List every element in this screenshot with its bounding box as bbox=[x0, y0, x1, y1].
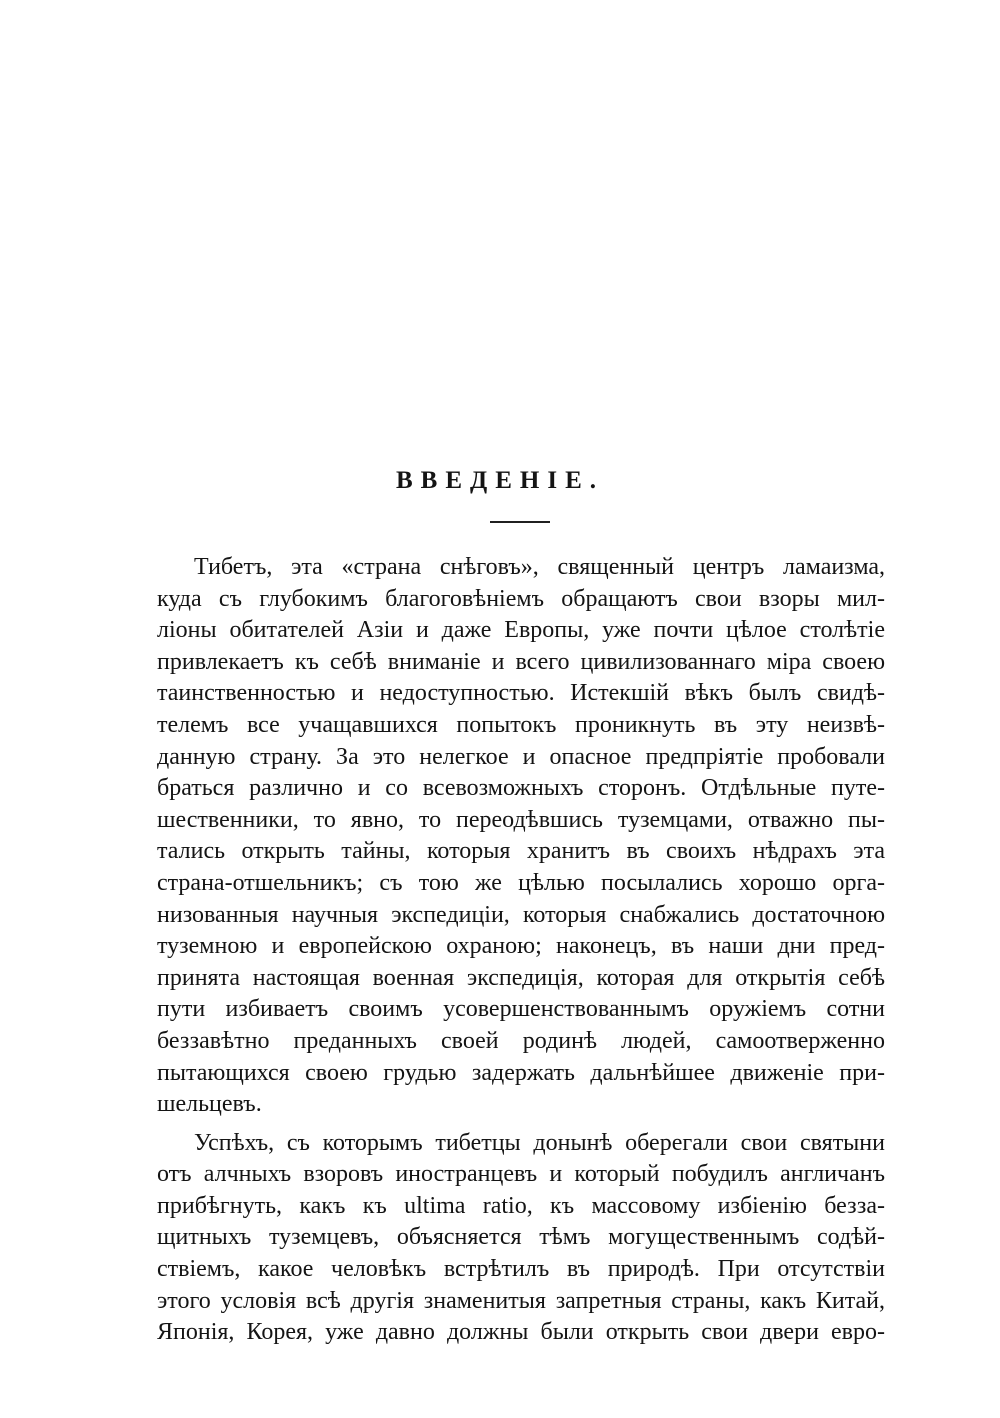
paragraph-2 bbox=[157, 1128, 885, 1349]
heading-rule bbox=[490, 521, 550, 523]
text-line: пытающихся своею грудью задержать дальнѣйшее движеніе при- bbox=[157, 1059, 885, 1086]
text-line: Успѣхъ, съ которымъ тибетцы донынѣ оберегали свои святыни bbox=[194, 1129, 885, 1156]
text-line: страна-отшельникъ; съ тою же цѣлью посылались хорошо орга- bbox=[157, 869, 885, 896]
text-line: ствіемъ, какое человѣкъ встрѣтилъ въ природѣ. При отсутствіи bbox=[157, 1256, 885, 1283]
text-line: браться различно и со всевозможныхъ сторонъ. Отдѣльные путе- bbox=[157, 775, 885, 802]
text-line: беззавѣтно преданныхъ своей родинѣ людей, самоотверженно bbox=[157, 1027, 885, 1054]
text-line: низованныя научныя экспедиціи, которыя снабжались достаточною bbox=[157, 901, 885, 928]
text-line: ліоны обитателей Азіи и даже Европы, уже почти цѣлое столѣтіе bbox=[157, 617, 885, 644]
chapter-heading: ВВЕДЕНІЕ. bbox=[396, 467, 604, 494]
text-line: этого условія всѣ другія знаменитыя запретныя страны, какъ Китай, bbox=[157, 1287, 885, 1314]
text-line: тались открыть тайны, которыя хранитъ въ своихъ нѣдрахъ эта bbox=[157, 838, 885, 865]
paragraph-gap bbox=[157, 1121, 885, 1128]
text-line: щитныхъ туземцевъ, объясняется тѣмъ могущественнымъ содѣй- bbox=[157, 1224, 885, 1251]
text-line: привлекаетъ къ себѣ вниманіе и всего цивилизованнаго міра своею bbox=[157, 648, 885, 675]
text-line: Тибетъ, эта «страна снѣговъ», священный центръ ламаизма, bbox=[194, 554, 885, 580]
text-line: куда съ глубокимъ благоговѣніемъ обращаютъ свои взоры мил- bbox=[157, 585, 885, 612]
body-text bbox=[157, 552, 885, 1349]
text-line: принята настоящая военная экспедиція, которая для открытія себѣ bbox=[157, 964, 885, 991]
text-line: шественники, то явно, то переодѣвшись туземцами, отважно пы- bbox=[157, 806, 885, 833]
text-line: отъ алчныхъ взоровъ иностранцевъ и который побудилъ англичанъ bbox=[157, 1161, 885, 1188]
text-line: данную страну. За это нелегкое и опасное предпріятіе пробовали bbox=[157, 743, 885, 770]
paragraph-1 bbox=[157, 552, 885, 1121]
text-line: шельцевъ. bbox=[157, 1091, 262, 1118]
text-line: Японія, Корея, уже давно должны были открыть свои двери евро- bbox=[157, 1319, 885, 1346]
text-line: прибѣгнуть, какъ къ ultima ratio, къ массовому избіенію безза- bbox=[157, 1192, 885, 1219]
text-line: туземною и европейскою охраною; наконецъ, въ наши дни пред- bbox=[157, 933, 885, 960]
text-line: таинственностью и недоступностью. Истекшій вѣкъ былъ свидѣ- bbox=[157, 680, 885, 707]
text-line: телемъ все учащавшихся попытокъ проникнуть въ эту неизвѣ- bbox=[157, 711, 885, 738]
text-line: пути избиваетъ своимъ усовершенствованнымъ оружіемъ сотни bbox=[157, 996, 885, 1023]
